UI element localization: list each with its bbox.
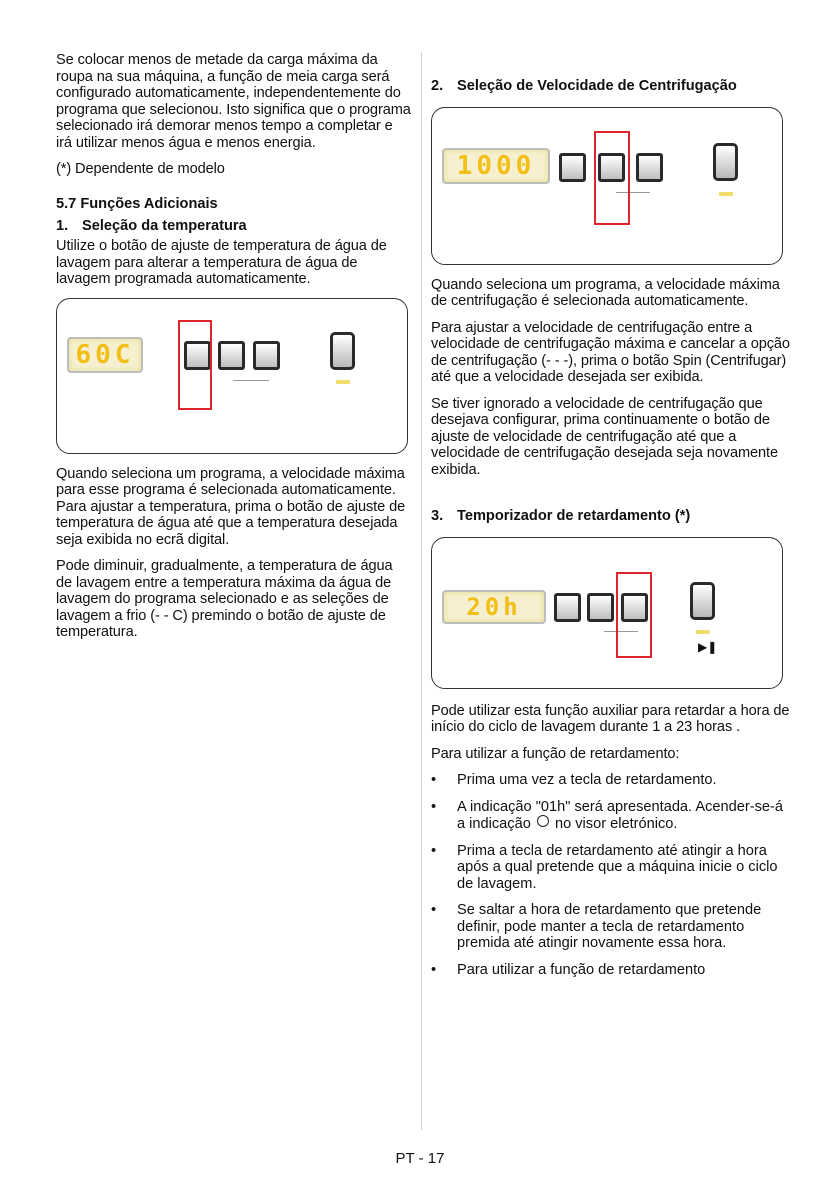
list-item bbox=[431, 902, 791, 952]
model-footnote: (*) Dependente de modelo bbox=[56, 161, 225, 177]
list-item-text: Para utilizar a função de retardamento bbox=[457, 961, 706, 978]
delay-paragraph-2: Para utilizar a função de retardamento: bbox=[431, 745, 680, 762]
list-item-text: Prima a tecla de retardamento até atingir a hora após a qual pretende que a máquina inicie o ciclo de lavagem. bbox=[457, 842, 778, 892]
delay-display: 20h bbox=[442, 590, 546, 624]
temperature-paragraph-2: Quando seleciona um programa, a velocidade máxima para esse programa é selecionada automaticamente. Para ajustar a temperatura, prima o botão de ajuste de temperatura de água até que a temperatura desejada seja exibida no ecrã digital. bbox=[56, 465, 406, 548]
list-item-text: no visor eletrónico. bbox=[554, 816, 678, 832]
bullet: • bbox=[431, 772, 437, 788]
start-button bbox=[713, 143, 738, 181]
list-item bbox=[431, 772, 791, 789]
list-item-text: Se saltar a hora de retardamento que pretende definir, pode manter a tecla de retardamento premida até atingir novamente essa hora. bbox=[457, 902, 762, 951]
subsection-spin-heading bbox=[431, 78, 791, 95]
temperature-panel-illustration bbox=[56, 298, 408, 454]
spin-paragraph-3: Se tiver ignorado a velocidade de centrifugação que desejava configurar, prima continuamente o botão de ajuste de velocidade de centrifugação até que a velocidade de centrifugação desejada seja novamente exibida. bbox=[431, 395, 779, 478]
list-item-text: A indicação "01h" será apresentada. Acender-se-á a indicação bbox=[457, 798, 783, 832]
list-item bbox=[431, 962, 791, 979]
button-underline bbox=[233, 380, 269, 381]
list-item bbox=[431, 799, 791, 833]
subsection-temperature-heading bbox=[56, 218, 412, 235]
start-led bbox=[719, 192, 733, 196]
spin-paragraph-2: Para ajustar a velocidade de centrifugação entre a velocidade de centrifugação máxima e cancelar a opção de centrifugação (- - -), prima o botão Spin (Centrifugar) até que a velocidade desejada ser exibida. bbox=[431, 319, 790, 385]
panel-button-1 bbox=[554, 593, 581, 622]
bullet: • bbox=[431, 798, 437, 815]
list-item bbox=[431, 843, 791, 893]
page-number: PT - 17 bbox=[395, 1150, 445, 1167]
bullet: • bbox=[431, 842, 437, 859]
highlight-box bbox=[616, 572, 652, 658]
panel-button-3 bbox=[636, 153, 663, 182]
panel-button-3 bbox=[253, 341, 280, 370]
clock-icon bbox=[537, 815, 549, 827]
highlight-box bbox=[594, 131, 630, 225]
highlight-box bbox=[178, 320, 212, 410]
column-divider bbox=[421, 52, 422, 1130]
temperature-paragraph-3: Pode diminuir, gradualmente, a temperatura de água de lavagem entre a temperatura máxima da água de lavagem do programa selecionado e as seleções de lavagem a frio (- - C) premindo o botão de ajuste de temperatura. bbox=[56, 558, 393, 640]
spin-paragraph-1: Quando seleciona um programa, a velocidade máxima de centrifugação é selecionada automaticamente. bbox=[431, 276, 780, 309]
spin-panel-illustration bbox=[431, 107, 783, 265]
panel-button-2 bbox=[218, 341, 245, 370]
play-pause-icon: ▶❚ bbox=[698, 639, 718, 654]
temperature-paragraph-1: Utilize o botão de ajuste de temperatura de água de lavagem para alterar a temperatura de água de lavagem programada automaticamente. bbox=[56, 238, 387, 287]
subsection-number: 1. bbox=[56, 217, 69, 234]
subsection-number: 2. bbox=[431, 78, 444, 94]
start-led bbox=[336, 380, 350, 384]
left-column bbox=[56, 52, 412, 651]
subsection-number: 3. bbox=[431, 508, 444, 524]
right-column bbox=[431, 78, 791, 988]
subsection-delay-heading bbox=[431, 508, 791, 525]
temperature-display: 60C bbox=[67, 337, 143, 373]
section-title: 5.7 Funções Adicionais bbox=[56, 195, 218, 212]
panel-button-2 bbox=[587, 593, 614, 622]
bullet: • bbox=[431, 902, 437, 918]
bullet: • bbox=[431, 961, 437, 978]
subsection-title: Temporizador de retardamento (*) bbox=[457, 508, 691, 524]
delay-steps-list bbox=[431, 772, 791, 978]
intro-paragraph: Se colocar menos de metade da carga máxima da roupa na sua máquina, a função de meia carga será configurado automaticamente, independentemente do programa que selecionou. Isto significa que o programa selecionado irá demorar menos tempo a completar e irá utilizar menos água e menos energia. bbox=[56, 52, 411, 151]
delay-panel-illustration bbox=[431, 537, 783, 689]
panel-button-1 bbox=[559, 153, 586, 182]
spin-display: 1000 bbox=[442, 148, 550, 184]
start-button bbox=[330, 332, 355, 370]
start-button bbox=[690, 582, 715, 620]
subsection-title: Seleção da temperatura bbox=[82, 217, 247, 234]
list-item-text: Prima uma vez a tecla de retardamento. bbox=[457, 772, 717, 788]
start-led bbox=[696, 630, 710, 634]
subsection-title: Seleção de Velocidade de Centrifugação bbox=[457, 78, 737, 94]
delay-paragraph-1: Pode utilizar esta função auxiliar para retardar a hora de início do ciclo de lavagem durante 1 a 23 horas . bbox=[431, 702, 790, 735]
